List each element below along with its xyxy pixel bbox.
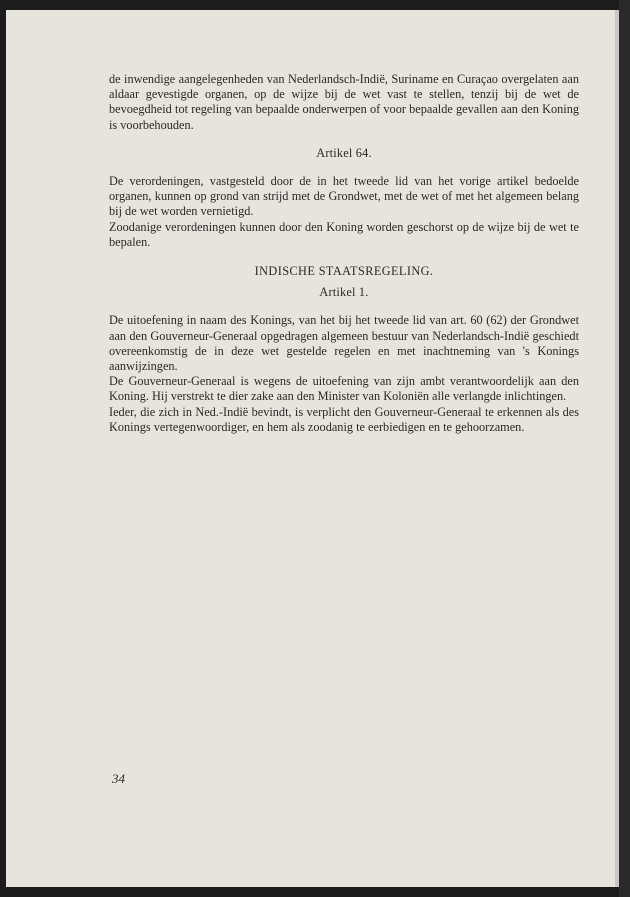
page-number: 34 (112, 771, 125, 786)
article-1-paragraph-2: De Gouverneur-Generaal is wegens de uitoefening van zijn ambt verantwoordelijk aan den Koning. Hij verstrekt te dier zake aan den Minister van Koloniën alle verlangde inlichtingen. (109, 374, 579, 404)
book-spine-edge (619, 0, 630, 897)
paragraph-continuation: de inwendige aangelegenheden van Nederlandsch-Indië, Suriname en Curaçao overgelaten aan aldaar gevestigde organen, op de wijze bij de wet vast te stellen, tenzij bij de wet de bevoegdheid tot regeling van bepaalde onderwerpen of voor bepaalde gevallen aan den Koning is voorbehouden. (109, 72, 579, 132)
article-1-heading: Artikel 1. (319, 285, 369, 300)
article-64-heading: Artikel 64. (316, 145, 372, 160)
section-title: INDISCHE STAATSREGELING. (254, 264, 434, 279)
article-1-paragraph-3: Ieder, die zich in Ned.-Indië bevindt, is verplicht den Gouverneur-Generaal te erkennen als des Konings vertegenwoordiger, en hem als zoodanig te eerbiedigen en te gehoorzamen. (109, 404, 579, 434)
article-64-paragraph-2: Zoodanige verordeningen kunnen door den Koning worden geschorst op de wijze bij de wet te bepalen. (109, 219, 579, 249)
page-body (109, 72, 579, 435)
article-1-paragraph-1: De uitoefening in naam des Konings, van het bij het tweede lid van art. 60 (62) der Grondwet aan den Gouverneur-Generaal opgedragen algemeen bestuur van Nederlandsch-Indië geschiedt overeenkomstig de in deze wet gestelde regelen en met inachtneming van 's Konings aanwijzingen. (109, 313, 579, 374)
article-64-paragraph-1: De verordeningen, vastgesteld door de in het tweede lid van het vorige artikel bedoelde organen, kunnen op grond van strijd met de Grondwet, met de wet of met het algemeen belang bij de wet worden vernietigd. (109, 174, 579, 219)
